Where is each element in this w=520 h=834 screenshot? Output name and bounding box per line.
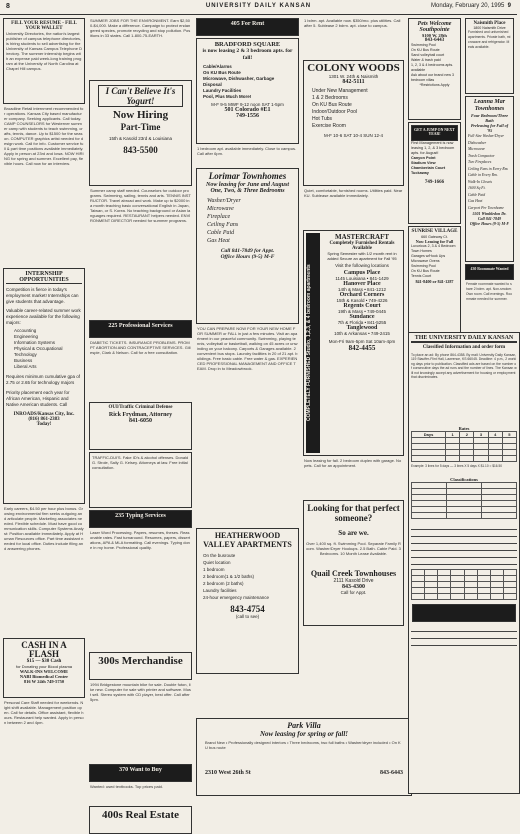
order-line[interactable] — [411, 544, 517, 551]
looking-headline: Looking for that perfect someone? — [307, 503, 400, 523]
part-time: Part-Time — [120, 122, 161, 132]
colony-hours: M-F 10-6 SAT 10-4 SUN 12-4 — [323, 133, 384, 138]
heatherwood-title: HEATHERWOOD VALLEY APARTMENTS — [203, 531, 292, 549]
classifications-table — [411, 482, 517, 519]
attorney-name: Rick Frydman, Attorney — [108, 412, 173, 418]
column-4 — [302, 16, 405, 712]
attorney-heading: OUI/Traffic Criminal Defense — [108, 405, 173, 410]
feature-item: Carport Per Townhome — [468, 205, 504, 210]
col4-rent-text: 1 bdrm. apt. Available now. $350/mo. plus utilities. Call after 5. Sublease 2 bdrm. apt. close to campus. — [304, 18, 401, 28]
feature-item: 1 bedroom — [203, 567, 225, 572]
feature-item: 1600 Sq Ft. — [468, 186, 486, 190]
naismith-title: Naismith Place — [473, 21, 506, 26]
feature-item: Exercise Room — [312, 123, 346, 129]
yogurt-ad — [89, 80, 192, 186]
feature-item: On KU Bus Route — [312, 102, 352, 108]
rates-col: Days — [412, 432, 446, 438]
colony-phone: 842-5111 — [342, 79, 365, 85]
southpointe-features — [411, 43, 458, 83]
feature-item: Fireplace — [207, 214, 231, 220]
mastercraft-sub: Completely Furnished Rentals Available — [329, 241, 395, 251]
deal-text: First Management is now leasing 1, 2, & 3 bedroom apts. for August! — [411, 141, 455, 155]
col1-classified-text: Broadline Retail internment recommended for operations. Kansas City based manufacturer company. Seeking applicants. Call today. CAMP COUNSELORS for Westerner summer camp with students to teach swimming, crafts, tennis, dance. Up to $1500 for the season. COMPUTER graphics artist needed for design work. Call for info. Customer service full & part time positions available immediately. Apply in person at 23rd and Iowa. NOW HIRING for spring and summer. Excellent pay, flexible hours. Call now for an interview. — [4, 106, 84, 166]
colony-title: COLONY WOODS — [307, 62, 400, 74]
col2-classified-text-2: Summer camp staff needed. Counselors for outdoor programs. Swimming, sailing, tennis and arts. TENNIS INSTRUCTOR. Travel abroad and work. Make up to $2000 in a month teaching basic conversational English in Japan, Taiwan, or S. Korea. No teaching background or Asian languages required. RESTAURANT helpers needed. ENVIRONMENT DIRECTOR needed for summer programs. — [90, 188, 191, 223]
mastercraft-side: COMPLETELY FURNISHED Studio, 1,2,3, & 4 bedroom apartments — [306, 233, 320, 453]
rates-example: Example: 3 lines for 5 days — 3 lines X 5 days X $1.10 = $16.50 — [411, 464, 502, 468]
quail-features: Over 1,400 sq. ft. Swimming Pool. Separate Family Room. Washer/Dryer Hookups. 2.5 Bath. Cable Paid. 3 Bedrooms. 10 Month Lease Available. — [306, 541, 401, 556]
internship-lead: Competition is fierce in today's employment market! Internships can give students that advantage. — [6, 287, 79, 304]
col2-classified-text: SUMMER JOBS FOR THE ENVIRONMENT. Earn $2,500-$4,000. Make a difference. Campaign to protect endangered species, promote recycling and stop pollution. Positions in 33 states. Call 1-800-75-EARTH. — [90, 18, 191, 38]
roommate-title: 430 Roommate Wanted — [470, 267, 509, 271]
column-3 — [195, 16, 300, 796]
fill-resume-ad — [3, 18, 85, 104]
column-2 — [88, 16, 193, 821]
col1-classified-text-3: Personal Care Staff needed for weekends. Night shift available. Management position open. Call for details. Office assistant, flexible hours. Restaurant help wanted. Apply in person between 2 and 4pm. — [4, 700, 84, 725]
fill-resume-title: FILL YOUR RESUME - FILL YOUR WALLET — [11, 21, 77, 31]
payment-line[interactable] — [411, 639, 517, 646]
feature-item: Tennis Court — [411, 274, 432, 278]
payment-lines — [411, 625, 517, 646]
realestate-title: 400s Real Estate — [102, 809, 179, 821]
deal-banner — [411, 125, 458, 141]
feature-item: Two Fireplaces — [468, 160, 492, 164]
feature-item: Pool, Plus Much More! — [203, 94, 252, 99]
feature-item: 2 bedroom(1 & 1/2 baths) — [203, 574, 255, 579]
feature-item: Hot Tubs — [312, 116, 333, 122]
lorimar-sub2: One, Two, & Three Bedrooms — [210, 188, 285, 194]
merch-heading — [89, 652, 192, 680]
mastercraft-phone: 842-4455 — [348, 344, 376, 352]
col2-services-text: DIABETIC TICKETS. INSURANCE PROBLEMS. PROMPT ABORTION AND CONTRACEPTIVE SERVICES. Gillespie, Clark & Nelson. Call for a free consultation. — [90, 340, 191, 355]
rates-col: 5 — [502, 432, 516, 438]
quail-title: Quail Creek Townhouses — [310, 569, 397, 578]
naismith-ad — [465, 18, 514, 94]
major-item: Physical & Occupational — [14, 346, 63, 351]
sunrise-lead: Now Leasing for Fall — [415, 239, 454, 244]
parkville-address: 2310 West 26th St — [205, 770, 251, 776]
inroads-company: INROADS/Kansas City, Inc. — [13, 412, 75, 417]
inroads-today: Today! — [36, 422, 52, 427]
bradford-title: BRADFORD SQUARE — [214, 41, 281, 48]
colony-address: 1301 W. 24th & Naismith — [328, 74, 379, 79]
classified-policy-text: To place an ad: By phone 864-4358. By mail: University Daily Kansan, 119 Stauffer-Flint Hall, Lawrence, KS 66045. Deadline: 4 p.m., 2 working days prior to publication. Classified ads are based on the number of consecutive days the ad runs and the number of lines. The Kansan will not knowingly accept any advertisement for housing or employment that discriminates. — [411, 353, 517, 380]
feature-item: Dishwasher — [468, 140, 487, 145]
location-name: Campus Place — [343, 270, 381, 276]
col1-classified-text-2: Early careers, $4.50 per hour plus bonus. Growing environmental firm seeks outgoing and articulate people. Marketing associates needed. Flexible schedule. Must have good communication skills. Computer Systems Analyst: Position available immediately. Apply at Human Resources office. Part time assistant needed for local office. Duties include filing and answering phones. — [4, 506, 84, 551]
sunrise-address: 660 Gateway Ct. — [421, 235, 448, 239]
deal-title: GET A JUMP ON NEXT YEAR! — [414, 128, 455, 136]
sunrise-title: SUNRISE VILLAGE — [411, 229, 458, 234]
order-line[interactable] — [411, 558, 517, 565]
parkville-features: Brand New • Professionally designed interiors • Three bedrooms, two full baths • Washer/dryer included • On KU bus route — [205, 740, 401, 750]
leanna-sub: Four Bedroom/Three Bath — [470, 113, 509, 123]
naismith-text: Furnished and unfurnished apartments. Private bath, microwave and refrigerator. Meals available. — [468, 30, 511, 49]
bradford-sub: is now leasing 2 & 3 bedroom apts. for fall! — [202, 48, 293, 61]
feature-item: Microwave — [468, 147, 485, 151]
major-item: Business — [14, 358, 33, 363]
services-title: 225 Professional Services — [108, 323, 173, 329]
deal-list — [411, 156, 458, 176]
mastercraft-visit: Visit the following locations — [335, 263, 389, 268]
feature-item: Cable in Every Rm. — [468, 173, 498, 177]
quail-creek-ad — [303, 500, 404, 626]
lorimar-features — [207, 197, 288, 245]
col2-wanted-text: Wanted: used textbooks. Top prices paid. — [90, 784, 163, 789]
page-header — [0, 0, 517, 15]
bradford-square-ad — [196, 38, 299, 144]
inroads-phone: (816) 861-2383 — [28, 417, 60, 422]
major-item: Liberal Arts — [14, 364, 37, 369]
feature-item: On the busroute — [203, 553, 236, 558]
order-line[interactable] — [411, 523, 517, 530]
mastercraft-hours: Mon-Fri 9am-5pm Sat 10am-4pm — [328, 339, 396, 344]
feature-item: Swimming Pool — [411, 264, 436, 268]
colony-features — [312, 88, 395, 130]
classified-order-form — [408, 332, 520, 794]
location-name: Tanglewood — [346, 325, 378, 331]
feature-item: Indoor/Outdoor Pool — [312, 109, 358, 115]
leanna-phone: Call 841-7849 — [477, 216, 502, 221]
parkville-phone: 843-6443 — [380, 770, 403, 776]
nabi-address: 816 W 24th 749-5750 — [23, 679, 65, 684]
feature-item: Quiet location — [203, 560, 231, 565]
sunrise-phone: 841-8400 or 841-1287 — [415, 279, 454, 284]
feature-item: Trash Compactor — [468, 153, 495, 158]
attorney-phone: 841-6050 — [129, 418, 152, 424]
classifications-title: Classifications — [450, 477, 478, 482]
leanna-features — [468, 133, 511, 211]
feature-item: Gas Heat — [207, 238, 230, 244]
deal-item: Stadium View — [411, 161, 436, 165]
feature-item: Ceiling Fans — [207, 222, 239, 228]
feature-item: 24-hour emergency maintenance — [203, 595, 270, 600]
bradford-features — [203, 64, 292, 100]
masthead: UNIVERSITY DAILY KANSAN — [205, 3, 312, 9]
rates-col: 4 — [488, 432, 502, 438]
so-are-we: So are we. — [338, 529, 369, 537]
cash-walkins: WALK-INS WELCOME — [19, 669, 69, 674]
feature-item: Ask about our brand new 3 bedroom villas — [411, 73, 454, 82]
payment-bar — [412, 604, 516, 622]
southpointe-phone: 843-6443 — [424, 38, 445, 43]
feature-item: Garages w/Hook Ups — [411, 254, 446, 258]
quail-address: 2111 Kasold Drive — [333, 578, 374, 584]
feature-item: 1, 2, 3 & 4 bedrooms apts. available — [411, 63, 454, 72]
mastercraft-locations — [323, 270, 401, 336]
deal-item: Tuckaway — [411, 171, 429, 175]
mastercraft-sub2: Spring Semester with 1/2 month rent in added Secure an apartment for Fall '95 — [327, 251, 397, 261]
feature-item: Ceiling Fans in Every Rm. — [468, 166, 509, 171]
column-1 — [2, 16, 86, 796]
feature-item: Microwave — [207, 206, 234, 212]
nabi-plasma-ad — [3, 638, 85, 698]
naismith-address: 1800 Naismith Drive — [473, 26, 506, 30]
realestate-heading — [89, 806, 192, 834]
major-item: Technology — [14, 352, 37, 357]
feature-item: Microwave Ovens — [411, 259, 440, 263]
now-hiring: Now Hiring — [112, 109, 169, 121]
feature-item: Walk-In Closets — [468, 179, 493, 184]
feature-item: Luxurious 2, 3 & 4 Bedroom Town Homes — [411, 244, 456, 253]
feature-item: Cable Paid — [468, 192, 486, 197]
lorimar-ad — [196, 168, 299, 324]
feature-item: Swimming Pool — [411, 43, 436, 47]
deal-phone: 749-1666 — [424, 180, 445, 185]
deal-item: Canyon Point — [411, 156, 436, 160]
feature-item: 1 & 2 Bedrooms — [312, 95, 348, 101]
mastercraft-title: MASTERCRAFT — [334, 233, 390, 241]
feature-item: Full-Size Washer/Dryer — [468, 134, 505, 138]
heatherwood-features — [203, 552, 292, 601]
location-name: Orchard Corners — [339, 292, 385, 298]
quail-call: Call for Appt. — [340, 590, 367, 595]
feature-item: Under New Management — [312, 88, 368, 94]
feature-item: On KU Bus Route — [203, 70, 241, 75]
southpointe-address: $100 W. 28th — [422, 33, 447, 38]
rates-table — [411, 431, 517, 462]
yogurt-phone: 843-5500 — [123, 145, 158, 155]
major-item: Engineering — [14, 334, 39, 339]
order-form-lines — [411, 523, 517, 565]
heatherwood-ad — [196, 528, 299, 674]
location-detail: 10th & Arkansas • 749-2415 — [334, 331, 390, 336]
nabi-name: NABI Biomedical Center — [19, 674, 69, 679]
quail-phone: 843-4300 — [342, 584, 365, 590]
col3-rent-text: 1 bedroom apt. available immediately. Close to campus. Call after 6pm. — [197, 146, 297, 156]
payment-line[interactable] — [411, 632, 517, 639]
col2-merch-text: 1994 Bridgestone mountain bike for sale. Double futon, like new. Computer for sale with printer and software. Must sell. Stereo system with CD player, best offer. Call after 5pm. — [90, 682, 191, 702]
feature-item: 2 bedroom (2 baths) — [203, 581, 244, 586]
sunrise-features — [411, 244, 458, 279]
table-row — [412, 456, 517, 462]
rates-col: 1 — [446, 432, 460, 438]
lorimar-sub: Now leasing for June and August — [206, 182, 289, 188]
attorney-ad — [89, 402, 192, 450]
southpointe-ad — [408, 18, 461, 120]
feature-item: Sand volleyball court — [411, 53, 445, 57]
location-detail: 14th & Mass • 841-1212 — [337, 287, 387, 292]
internship-text: Valuable career-related summer work experience available for the following majors: — [6, 308, 81, 325]
order-line[interactable] — [411, 551, 517, 558]
traffic-ad — [89, 452, 192, 508]
internship-title: INTERNSHIP OPPORTUNITIES — [6, 271, 82, 284]
location-name: Sundance — [349, 314, 375, 320]
feature-item: Cable Paid — [207, 230, 235, 236]
rates-title: Rates — [458, 426, 470, 431]
location-detail: 1145 Louisiana • 841-1429 — [335, 276, 389, 281]
southpointe-logo: Southpointe — [419, 27, 450, 33]
mastercraft-ad — [303, 230, 404, 456]
location-name: Regents Court — [343, 303, 381, 309]
udk-title: THE UNIVERSITY DAILY KANSAN — [411, 335, 517, 343]
bradford-phone: 749-1556 — [236, 113, 259, 119]
pets-welcome: Pets Welcome — [417, 21, 452, 27]
typing-heading — [89, 510, 192, 528]
col3-rent-text-2: YOU CAN PREPARE NOW FOR YOUR NEW HOME FOR SUMMER or FALL in just a few minutes. Visit an apartment in our peaceful community. Swimming, playing tennis, volleyball or basketball, walking on 45 acres or unwinding on your balcony. Carports & Garages available. 2 convenient bus stops. Laundry facilities in 20 of 21 apt. buildings. Free basic cable. Free water & gas. EXPERIENCED PROFESSIONAL MANAGEMENT AND OFFICE TEAM. Drop in to Meadowbrook. — [197, 326, 298, 371]
wanted-heading — [89, 764, 192, 782]
leanna-sub2: Preleasing for Fall of '95 — [470, 123, 509, 133]
feature-item: Gas Heat — [468, 199, 483, 203]
yogurt-address: 15th & Kasold 23rd & Louisiana — [108, 136, 173, 141]
services-heading — [89, 320, 192, 338]
lorimar-hours: Office Hours (9-5) M-F — [220, 254, 275, 260]
ad-text-grid[interactable] — [411, 569, 517, 600]
col4-rent-text-3: Now leasing for fall. 2 bedroom duplex with garage. No pets. Call for an appointment. — [304, 458, 402, 468]
feature-item: Cable/Alarms — [203, 64, 232, 69]
order-line[interactable] — [411, 530, 517, 537]
merch-title: 300s Merchandise — [98, 655, 183, 667]
cash-amount: $15 — $30 Cash — [26, 659, 62, 664]
first-management-ad — [408, 122, 461, 224]
feature-item: On KU Bus Route — [411, 269, 440, 273]
bradford-address: 501 Colorado #E1 — [224, 107, 271, 113]
leanna-mar-ad — [465, 96, 514, 262]
payment-line[interactable] — [411, 625, 517, 632]
parkville-title: Park Villa — [287, 721, 321, 730]
lorimar-phone: Call 841-7849 for Appt. — [220, 248, 275, 254]
bradford-hours: M-F 9-5 MWF 9-12 noon SAT 1-5pm — [211, 102, 284, 107]
major-item: Information Systems — [14, 340, 56, 345]
col4-rent-text-2: Quiet, comfortable, furnished rooms. Utilities paid. Near KU. Sublease available immediately. — [304, 188, 403, 198]
location-name: Hanover Place — [343, 281, 381, 287]
sunrise-village-ad — [408, 226, 461, 342]
forrent-title: 405 For Rent — [230, 21, 265, 27]
wanted-title: 370 Want to Buy — [119, 767, 162, 773]
yogurt-logo: I Can't Believe It's Yogurt! — [98, 85, 183, 107]
col2-typing-text: Laser Word Processing. Papers, resumes, theses. Reasonable rates. Fast turnaround. Resumes, papers, dissertations, APA & MLA formatting. Call evenings. Typing done in my home. Professional quality. — [90, 530, 191, 550]
deal-item: Chamberlain Court — [411, 166, 446, 170]
feature-item: Laundry Facilities — [203, 88, 242, 93]
internship-requirements: Requires minimum cumulative gpa of 2.75 or 2.65 for technology majors — [6, 374, 81, 385]
colony-woods-ad — [303, 60, 404, 186]
cash-donate: for Donating your Blood plasma — [15, 664, 73, 669]
leanna-hours: Office Hours (9-5) M-F — [469, 221, 510, 226]
heatherwood-call: (call to see) — [235, 614, 260, 619]
feature-item: Microwave, Dishwasher, Garbage Disposal — [203, 76, 275, 87]
inroads-ad — [3, 268, 85, 504]
udk-sub: Classified Information and order form — [422, 345, 506, 350]
col6-roommate-text: Female roommate wanted to share 2 bdrm. apt. Non-smoker. Own room. Call evenings. Roommate needed for summer. — [466, 282, 512, 301]
page-number: 8 — [6, 3, 10, 10]
feature-item: Washer/Dryer — [207, 198, 241, 204]
feature-item: Water & trash paid — [411, 58, 441, 62]
issue-date: Monday, February 20, 1995 9 — [431, 3, 511, 9]
order-line[interactable] — [411, 537, 517, 544]
location-detail: 7th & Florida • 841-5255 — [337, 320, 387, 325]
leanna-address: 5501 Wimbledon Dr. — [472, 211, 507, 216]
rates-col: 2 — [460, 432, 474, 438]
forrent-heading — [196, 18, 299, 36]
majors-list — [14, 328, 82, 370]
lorimar-title: Lorimar Townhomes — [208, 171, 287, 181]
table-row — [412, 513, 517, 519]
internship-priority: Priority placement each year for African American, Hispanic and Native American students. Call — [6, 390, 70, 407]
location-detail: 15th & Kasold • 749-4226 — [336, 298, 388, 303]
feature-item: Laundry facilities — [203, 588, 237, 593]
fill-resume-body: University Directories, the nation's largest publisher of campus telephone directories, is hiring students to sell advertising for the University of Kansas Campus Telephone Directory. The summer internship begins with an expense paid week-long training program at the University of North Carolina at Chapel Hill campus. — [6, 31, 82, 71]
traffic-text: TRAFFIC-DUI'S. Fake ID's & alcohol offenses. Donald G. Strole, Sally G. Kelsey. Attorneys at law. Free initial consultation. — [92, 455, 189, 470]
roommate-heading — [465, 264, 514, 280]
leanna-title: Leanna Mar Townhomes — [473, 99, 506, 112]
rates-col: 3 — [474, 432, 488, 438]
typing-title: 235 Typing Services — [115, 513, 166, 519]
location-detail: 19th & Mass • 749-0445 — [337, 309, 387, 314]
parkville-ad — [196, 718, 412, 796]
heatherwood-phone: 843-4754 — [230, 604, 265, 614]
major-item: Accounting — [14, 328, 37, 333]
feature-item: On KU Bus Route — [411, 48, 440, 52]
cash-title: CASH IN A FLASH — [21, 640, 67, 659]
parkville-sub: Now leasing for spring or fall! — [259, 730, 349, 738]
southpointe-restrict: *Restrictions Apply — [419, 83, 450, 87]
